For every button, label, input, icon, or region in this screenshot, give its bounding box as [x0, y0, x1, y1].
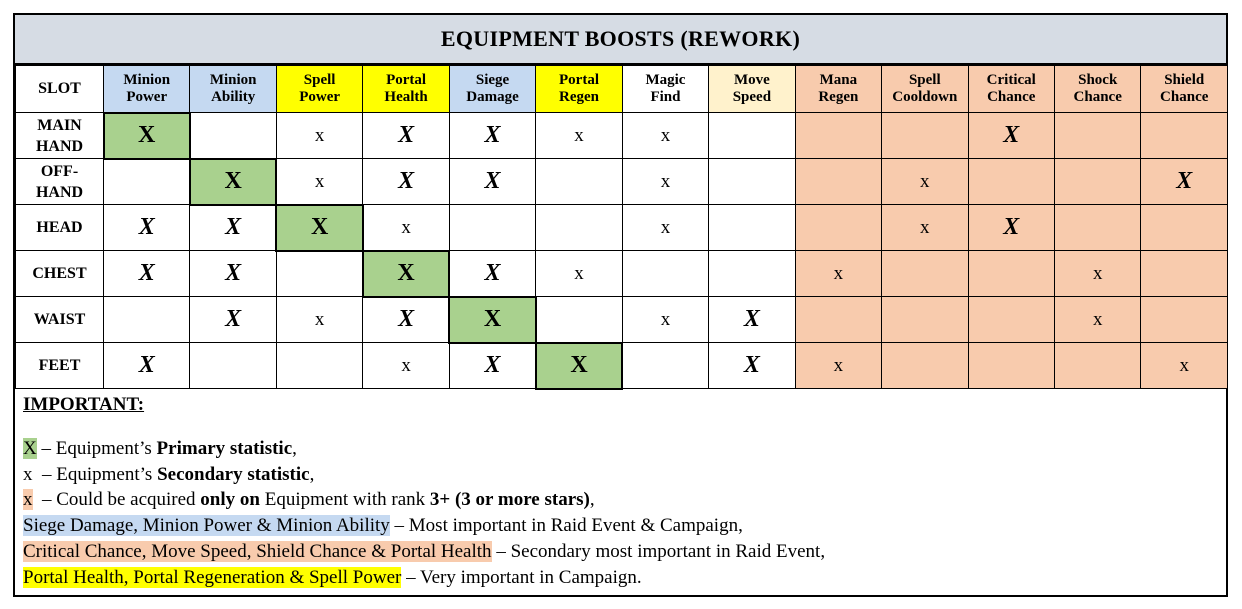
- column-header-line: Chance: [1073, 89, 1122, 105]
- stat-mark: X: [225, 214, 242, 240]
- stat-mark: X: [484, 352, 501, 378]
- table-cell: [190, 343, 276, 389]
- table-row: [16, 113, 1228, 159]
- table-cell: [536, 159, 622, 205]
- column-header-line: Find: [650, 89, 681, 105]
- stat-mark: X: [398, 168, 415, 194]
- slot-label: [16, 159, 104, 205]
- stat-mark: X: [1003, 122, 1020, 148]
- stat-mark: X: [138, 352, 155, 378]
- slot-label: [16, 297, 104, 343]
- stat-mark: X: [225, 306, 242, 332]
- column-header: [795, 66, 881, 113]
- stat-mark: X: [1176, 168, 1193, 194]
- column-header: [1054, 66, 1140, 113]
- legend-bold: 3+ (3 or more stars): [429, 489, 590, 511]
- table-cell: [882, 205, 968, 251]
- stat-mark: x: [1092, 308, 1103, 330]
- table-cell: [1054, 251, 1140, 297]
- stat-mark: x: [920, 216, 930, 238]
- legend-text: – Most important in Raid Event & Campaign,: [389, 515, 743, 537]
- column-header-line: Health: [384, 89, 428, 105]
- column-header-line: Minion: [209, 72, 257, 88]
- column-header-line: Shock: [1078, 72, 1118, 88]
- secondary-swatch: x: [23, 463, 33, 485]
- legend-text: – Secondary most important in Raid Event,: [491, 540, 826, 562]
- column-header-line: Speed: [732, 89, 772, 105]
- stat-mark: x: [574, 262, 584, 284]
- table-cell: [104, 205, 190, 251]
- table-cell: [1141, 113, 1228, 159]
- stat-mark: X: [398, 122, 415, 148]
- column-header: [968, 66, 1054, 113]
- column-header-line: Regen: [558, 89, 599, 105]
- stat-mark: X: [138, 260, 155, 286]
- table-cell: [795, 205, 881, 251]
- stat-mark: X: [138, 122, 156, 148]
- table-cell: [1141, 205, 1228, 251]
- table-row: [16, 297, 1228, 343]
- stat-mark: x: [660, 124, 671, 146]
- slot-label-line: HEAD: [36, 219, 83, 236]
- stat-mark: x: [1179, 354, 1189, 376]
- table-cell: [363, 205, 449, 251]
- stat-mark: X: [484, 122, 501, 148]
- table-cell: [1054, 113, 1140, 159]
- legend-blue: [23, 513, 1218, 539]
- stat-mark: X: [743, 306, 760, 332]
- table-cell: [1054, 297, 1140, 343]
- stat-mark: X: [483, 306, 502, 332]
- table-cell: [276, 113, 362, 159]
- table-cell: [449, 251, 535, 297]
- stat-mark: x: [314, 124, 325, 146]
- table-row: [16, 343, 1228, 389]
- table-cell: [968, 251, 1054, 297]
- column-header: [536, 66, 622, 113]
- column-header: [363, 66, 449, 113]
- legend-text: – Equipment’s: [36, 437, 157, 459]
- table-row: [16, 159, 1228, 205]
- stat-mark: x: [314, 170, 325, 192]
- slot-label: [16, 205, 104, 251]
- legend-text: ,: [292, 437, 297, 459]
- page-title: EQUIPMENT BOOSTS (REWORK): [15, 15, 1226, 65]
- legend-secondary: [23, 462, 1218, 488]
- column-header-line: Critical: [986, 72, 1036, 88]
- column-header: [276, 66, 362, 113]
- table-cell: [1141, 297, 1228, 343]
- legend-peach: [23, 539, 1218, 565]
- column-header-line: Move: [733, 72, 770, 88]
- stat-mark: x: [660, 308, 671, 330]
- table-cell: [363, 343, 449, 389]
- slot-label: [16, 343, 104, 389]
- table-cell: [709, 251, 795, 297]
- column-header-line: Cooldown: [892, 89, 958, 105]
- stat-mark: X: [225, 260, 242, 286]
- table-cell: [795, 297, 881, 343]
- column-header: [709, 66, 795, 113]
- equipment-boosts-sheet: [13, 13, 1228, 597]
- legend-highlight: Critical Chance, Move Speed, Shield Chance & Portal Health: [23, 540, 492, 562]
- table-cell: [104, 251, 190, 297]
- table-cell: [622, 159, 708, 205]
- table-cell: [190, 159, 276, 205]
- table-cell: [968, 297, 1054, 343]
- table-cell: [104, 159, 190, 205]
- stat-mark: x: [920, 170, 930, 192]
- column-header: [449, 66, 535, 113]
- column-header-line: Spell: [303, 72, 336, 88]
- table-cell: [449, 113, 535, 159]
- table-cell: [190, 205, 276, 251]
- legend-primary: [23, 436, 1218, 462]
- table-cell: [968, 159, 1054, 205]
- table-cell: [882, 251, 968, 297]
- column-header: [882, 66, 968, 113]
- primary-swatch: X: [23, 437, 37, 459]
- slot-header: SLOT: [16, 66, 104, 113]
- stat-mark: X: [224, 168, 242, 194]
- slot-label-line: HAND: [35, 137, 84, 155]
- column-header-line: Power: [299, 89, 341, 105]
- table-cell: [795, 251, 881, 297]
- legend-text: ,: [309, 463, 315, 485]
- legend-bold: only on: [200, 489, 260, 511]
- table-cell: [1141, 343, 1228, 389]
- stat-mark: X: [484, 260, 501, 286]
- table-cell: [276, 205, 362, 251]
- legend-text: – Could be acquired: [32, 489, 201, 511]
- table-cell: [276, 251, 362, 297]
- table-cell: [882, 113, 968, 159]
- stat-mark: x: [574, 124, 584, 146]
- legend-highlight: Portal Health, Portal Regeneration & Spell Power: [23, 566, 402, 588]
- slot-label: [16, 113, 104, 159]
- legend-text: ,: [589, 489, 595, 511]
- legend-text: – Equipment’s: [32, 463, 158, 485]
- table-cell: [622, 113, 708, 159]
- column-header-line: Spell: [908, 72, 941, 88]
- table-cell: [449, 205, 535, 251]
- table-cell: [709, 113, 795, 159]
- table-cell: [968, 343, 1054, 389]
- table-row: [16, 205, 1228, 251]
- table-cell: [1054, 343, 1140, 389]
- legend-bold: Primary statistic: [156, 437, 293, 459]
- table-cell: [363, 159, 449, 205]
- stat-mark: X: [570, 352, 588, 378]
- column-header-line: Power: [126, 89, 168, 105]
- stat-mark: X: [1003, 214, 1020, 240]
- column-header: [104, 66, 190, 113]
- table-cell: [536, 343, 622, 389]
- table-cell: [363, 297, 449, 343]
- column-header-line: Chance: [987, 89, 1036, 105]
- table-cell: [276, 297, 362, 343]
- table-cell: [449, 159, 535, 205]
- table-cell: [276, 343, 362, 389]
- stat-mark: x: [660, 170, 671, 192]
- boosts-table: [15, 65, 1228, 389]
- column-header-line: Chance: [1160, 89, 1209, 105]
- rank-swatch: x: [23, 489, 33, 511]
- table-cell: [882, 297, 968, 343]
- slot-label-line: CHEST: [32, 265, 87, 282]
- stat-mark: x: [660, 216, 671, 238]
- legend-bold: Secondary statistic: [157, 463, 310, 485]
- table-cell: [536, 297, 622, 343]
- table-cell: [1141, 159, 1228, 205]
- stat-mark: x: [401, 216, 411, 238]
- table-cell: [449, 297, 535, 343]
- stat-mark: x: [833, 354, 844, 376]
- stat-mark: X: [743, 352, 760, 378]
- table-cell: [709, 205, 795, 251]
- table-cell: [622, 297, 708, 343]
- table-row: [16, 251, 1228, 297]
- column-header-line: Portal: [386, 72, 427, 88]
- legend-text: Equipment with rank: [259, 489, 430, 511]
- table-cell: [104, 297, 190, 343]
- table-cell: [536, 205, 622, 251]
- stat-mark: x: [314, 308, 325, 330]
- legend-yellow: [23, 565, 1218, 591]
- table-cell: [363, 251, 449, 297]
- stat-mark: x: [833, 262, 844, 284]
- table-body: [16, 113, 1228, 389]
- column-header: [622, 66, 708, 113]
- column-header-line: Ability: [211, 89, 256, 105]
- table-cell: [1054, 205, 1140, 251]
- stat-mark: X: [398, 306, 415, 332]
- table-cell: [536, 113, 622, 159]
- stat-mark: x: [401, 354, 411, 376]
- table-cell: [104, 113, 190, 159]
- column-header-line: Damage: [466, 89, 519, 105]
- slot-label-line: HAND: [35, 183, 84, 201]
- stat-mark: X: [484, 168, 501, 194]
- stat-mark: x: [1092, 262, 1103, 284]
- column-header-line: Regen: [818, 89, 859, 105]
- table-cell: [190, 297, 276, 343]
- table-cell: [795, 343, 881, 389]
- column-header: [1141, 66, 1228, 113]
- table-cell: [536, 251, 622, 297]
- table-cell: [795, 113, 881, 159]
- table-cell: [104, 343, 190, 389]
- table-cell: [1054, 159, 1140, 205]
- table-cell: [622, 251, 708, 297]
- legend-highlight: Siege Damage, Minion Power & Minion Ability: [23, 515, 390, 537]
- slot-label: [16, 251, 104, 297]
- legend-notes: [15, 389, 1226, 591]
- table-cell: [882, 343, 968, 389]
- table-cell: [622, 343, 708, 389]
- table-cell: [363, 113, 449, 159]
- legend-text: – Very important in Campaign.: [401, 566, 642, 588]
- table-cell: [276, 159, 362, 205]
- table-cell: [190, 251, 276, 297]
- slot-label-line: OFF-: [40, 162, 79, 180]
- notes-heading: IMPORTANT:: [23, 394, 145, 415]
- column-header-line: Magic: [645, 72, 686, 88]
- column-header: [190, 66, 276, 113]
- table-cell: [968, 205, 1054, 251]
- stat-mark: X: [397, 260, 415, 286]
- table-cell: [622, 205, 708, 251]
- slot-label-line: MAIN: [37, 116, 82, 134]
- table-cell: [882, 159, 968, 205]
- table-cell: [709, 159, 795, 205]
- column-header-line: Portal: [559, 72, 599, 88]
- table-cell: [795, 159, 881, 205]
- slot-label-line: WAIST: [33, 311, 86, 328]
- column-header-line: Mana: [819, 72, 858, 88]
- slot-label-line: FEET: [38, 357, 81, 374]
- table-cell: [968, 113, 1054, 159]
- legend-rank: [23, 487, 1218, 513]
- column-header-line: Shield: [1164, 72, 1205, 88]
- table-cell: [449, 343, 535, 389]
- table-cell: [709, 297, 795, 343]
- header-row: [16, 66, 1228, 113]
- table-cell: [190, 113, 276, 159]
- table-cell: [1141, 251, 1228, 297]
- column-header-line: Minion: [123, 72, 171, 88]
- stat-mark: X: [310, 214, 329, 240]
- column-header-line: Siege: [475, 72, 510, 88]
- table-cell: [709, 343, 795, 389]
- stat-mark: X: [138, 214, 155, 240]
